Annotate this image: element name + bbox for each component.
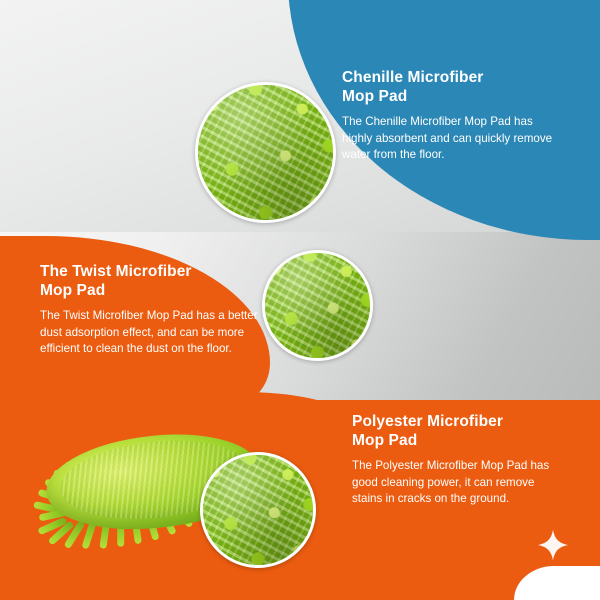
twist-body: The Twist Microfiber Mop Pad has a better dust adsorption effect, and can be more efficient to clean the dust on the floor. [40, 308, 258, 356]
chenille-title [342, 68, 556, 107]
chenille-closeup-photo [195, 82, 336, 223]
chenille-body: The Chenille Microfiber Mop Pad has highly absorbent and can quickly remove water from the floor. [342, 114, 553, 162]
twist-title-line2: Mop Pad [40, 282, 106, 300]
twist-title-line1: The Twist Microfiber [40, 263, 192, 280]
twist-title [40, 262, 262, 301]
polyester-title-line1: Polyester Microfiber [352, 413, 504, 430]
chenille-title-line1: Chenille Microfiber [342, 69, 484, 86]
twist-closeup-photo [262, 250, 373, 361]
twist-text-block [40, 262, 262, 358]
sparkle-icon [536, 528, 570, 562]
polyester-title [352, 412, 558, 451]
polyester-body: The Polyester Microfiber Mop Pad has good cleaning power, it can remove stains in cracks on the ground. [352, 458, 550, 506]
photo-sheen [265, 253, 370, 358]
polyester-text-block [352, 412, 558, 508]
polyester-title-line2: Mop Pad [352, 432, 418, 450]
chenille-text-block [342, 68, 556, 164]
photo-sheen [198, 85, 333, 220]
chenille-title-line2: Mop Pad [342, 88, 408, 106]
photo-sheen [203, 455, 313, 565]
polyester-closeup-photo [200, 452, 316, 568]
